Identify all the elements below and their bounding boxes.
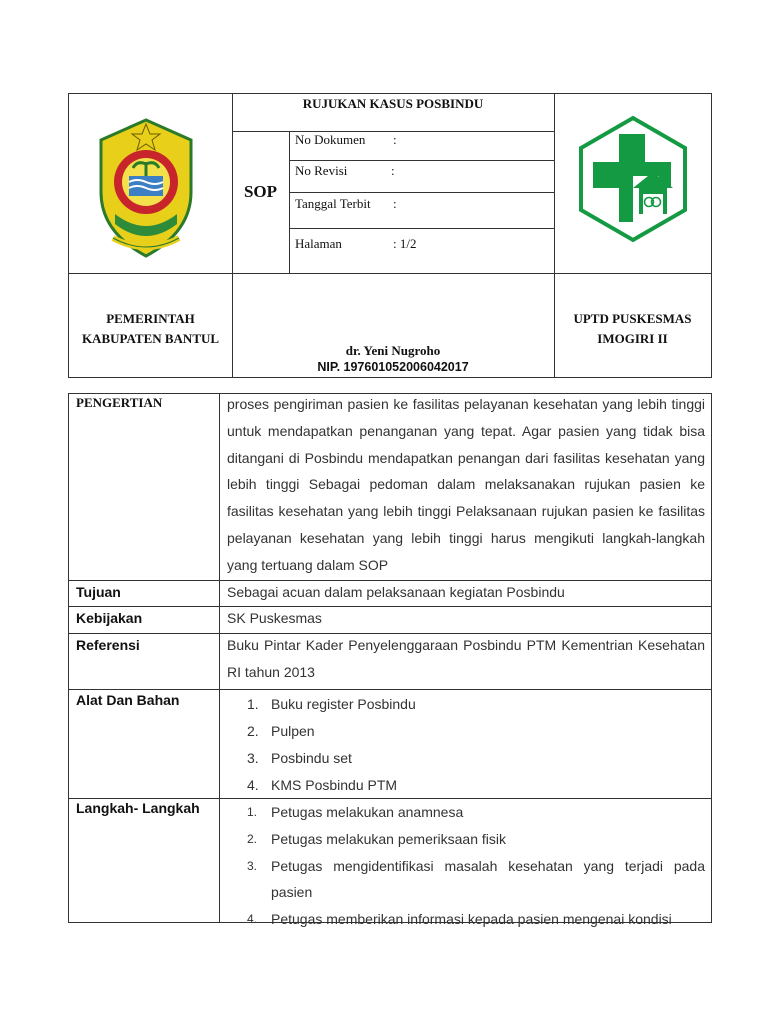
list-item-text: Petugas melakukan anamnesa <box>271 804 464 820</box>
signer-name: dr. Yeni Nugroho <box>345 343 441 358</box>
field-label-no-revisi: No Revisi <box>295 163 348 178</box>
list-langkah-langkah <box>227 799 705 933</box>
label-referensi: Referensi <box>76 637 140 653</box>
field-label-tanggal-terbit: Tanggal Terbit <box>295 196 371 211</box>
sop-label: SOP <box>243 182 278 201</box>
list-item <box>227 691 705 718</box>
list-item-number: 4. <box>247 912 258 927</box>
list-item <box>227 745 705 772</box>
list-item-number: 1. <box>247 805 258 819</box>
list-item <box>227 772 705 799</box>
label-pengertian: PENGERTIAN <box>76 395 163 410</box>
label-tujuan: Tujuan <box>76 584 121 600</box>
text-pengertian: proses pengiriman pasien ke fasilitas pelayanan kesehatan yang lebih tinggi untuk mendapatkan penanganan yang tepat. Agar pasien yang tidak bisa ditangani di Posbindu mendapatkan penangan dari fasilitas kesehatan yang lebih tinggi Sebagai pedoman dalam melaksanakan rujukan pasien ke fasilitas kesehatan yang lebih tinggi Pelaksanaan rujukan pasien ke fasilitas pelayanan kesehatan yang lebih tinggi harus mengikuti langkah-langkah yang tertuang dalam SOP <box>227 396 705 573</box>
document-title: RUJUKAN KASUS POSBINDU <box>302 96 484 111</box>
list-item-number: 1. <box>247 696 259 712</box>
list-item <box>227 853 705 907</box>
list-item-number: 3. <box>247 858 258 873</box>
list-item-text: KMS Posbindu PTM <box>271 777 398 793</box>
field-value-no-dokumen: : <box>393 132 397 147</box>
list-item <box>227 718 705 745</box>
list-item <box>227 906 705 933</box>
bantul-regency-emblem-icon <box>93 114 199 264</box>
text-referensi: Buku Pintar Kader Penyelenggaraan Posbindu PTM Kementrian Kesehatan RI tahun 2013 <box>227 637 705 680</box>
list-item-number: 3. <box>247 750 259 766</box>
label-alat-dan-bahan: Alat Dan Bahan <box>76 692 180 708</box>
text-tujuan: Sebagai acuan dalam pelaksanaan kegiatan Posbindu <box>227 584 565 600</box>
left-org-line2: KABUPATEN BANTUL <box>81 331 220 346</box>
field-value-tanggal-terbit: : <box>393 196 397 211</box>
list-item-text: Petugas memberikan informasi kepada pasien mengenai kondisi <box>271 911 672 928</box>
sop-content-table <box>68 393 712 928</box>
list-item-number: 4. <box>247 777 259 793</box>
list-item <box>227 799 705 826</box>
field-label-no-dokumen: No Dokumen <box>295 132 366 147</box>
right-org-line1: UPTD PUSKESMAS <box>573 311 692 326</box>
field-value-halaman: : 1/2 <box>393 236 417 251</box>
document-header-table <box>68 93 712 378</box>
field-value-no-revisi: : <box>391 163 395 178</box>
list-item-number: 2. <box>247 723 259 739</box>
list-item-text: Posbindu set <box>271 750 352 766</box>
signer-nip: NIP. 197601052006042017 <box>317 360 469 374</box>
list-item <box>227 826 705 853</box>
label-kebijakan: Kebijakan <box>76 610 143 626</box>
list-item-text: Buku register Posbindu <box>271 696 416 712</box>
list-item-text: Pulpen <box>271 723 315 739</box>
puskesmas-cross-logo-icon <box>575 114 691 244</box>
list-item-text: Petugas melakukan pemeriksaan fisik <box>271 830 507 847</box>
list-alat-dan-bahan <box>227 691 705 799</box>
label-langkah-langkah: Langkah- Langkah <box>76 800 200 816</box>
right-org-line2: IMOGIRI II <box>597 331 668 346</box>
list-item-text: Petugas mengidentifikasi masalah kesehatan yang terjadi pada pasien <box>271 857 705 901</box>
field-label-halaman: Halaman <box>295 236 342 251</box>
text-kebijakan: SK Puskesmas <box>227 610 322 626</box>
list-item-number: 2. <box>247 831 258 846</box>
left-org-line1: PEMERINTAH <box>106 311 195 326</box>
